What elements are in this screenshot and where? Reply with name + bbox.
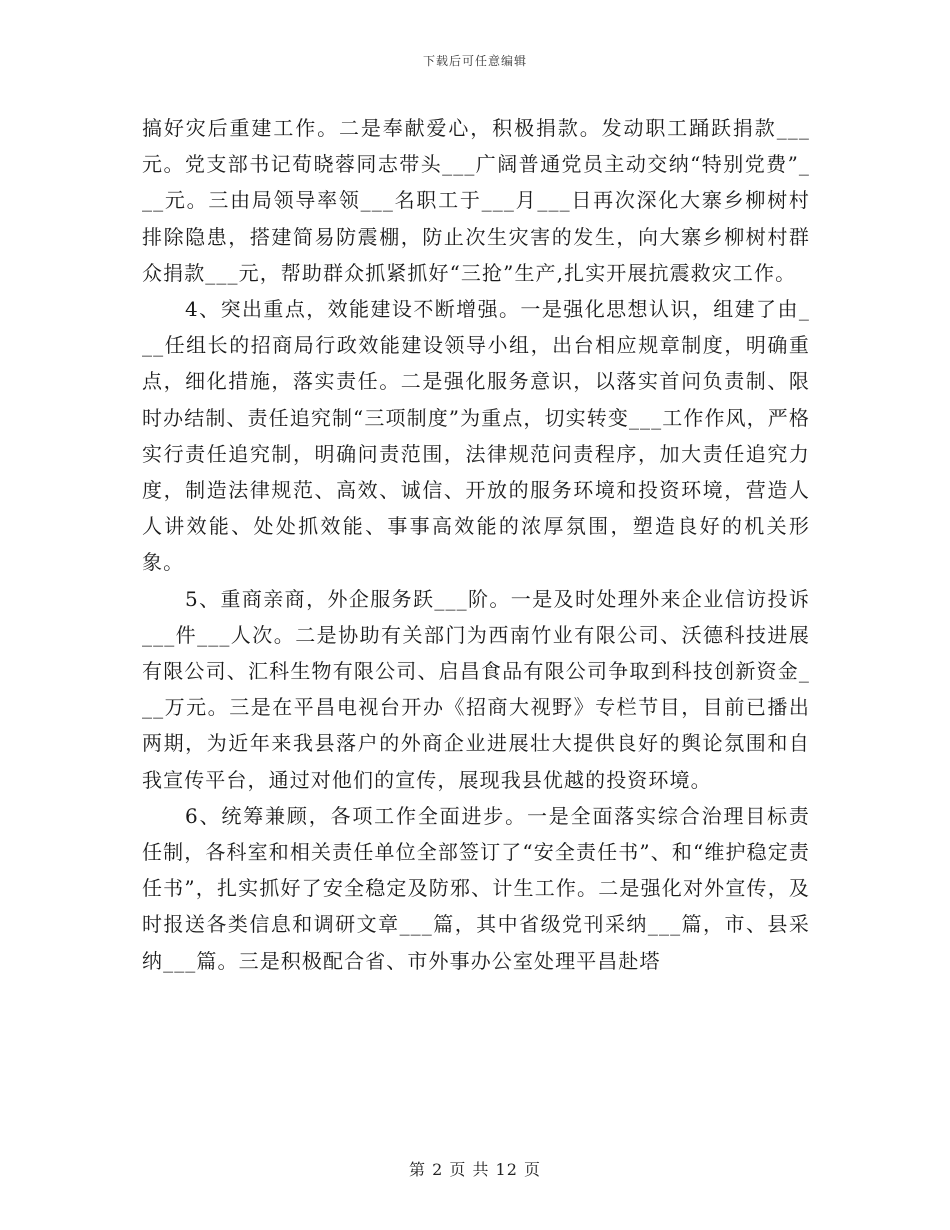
page-header-note: 下载后可任意编辑 xyxy=(422,54,527,68)
page-number: 第 2 页 共 12 页 xyxy=(409,1160,541,1179)
paragraph-efficiency-building: 4、突出重点，效能建设不断增强。一是强化思想认识，组建了由___任组长的招商局行政效能建设领导小组，出台相应规章制度，明确重点，细化措施，落实责任。二是强化服务意识，以落实首问负责制、限时办结制、责任追究制“三项制度”为重点，切实转变___工作作风，严格实行责任追究制，明确问责范围，法律规范问责程序，加大责任追究力度，制造法律规范、高效、诚信、开放的服务环境和投资环境，营造人人讲效能、处处抓效能、事事高效能的浓厚氛围，塑造良好的机关形象。 xyxy=(142,297,810,575)
paragraph-overall-progress: 6、统筹兼顾，各项工作全面进步。一是全面落实综合治理目标责任制，各科室和相关责任单位全部签订了“安全责任书”、和“维护稳定责任书”，扎实抓好了安全稳定及防邪、计生工作。二是强化对外宣传，及时报送各类信息和调研文章___篇，其中省级党刊采纳___篇，市、县采纳___篇。三是积极配合省、市外事办公室处理平昌赴塔 xyxy=(142,803,810,973)
paragraph-continuation: 搞好灾后重建工作。二是奉献爱心，积极捐款。发动职工踊跃捐款___元。党支部书记荀晓蓉同志带头___广阔普通党员主动交纳“特别党费”___元。三由局领导率领___名职工于___月___日再次深化大寨乡柳树村排除隐患，搭建简易防震棚，防止次生灾害的发生，向大寨乡柳树村群众捐款___元，帮助群众抓紧抓好“三抢”生产,扎实开展抗震救灾工作。 xyxy=(142,116,810,285)
document-body xyxy=(142,110,810,979)
paragraph-foreign-enterprise-service: 5、重商亲商，外企服务跃___阶。一是及时处理外来企业信访投诉___件___人次。二是协助有关部门为西南竹业有限公司、沃德科技进展有限公司、汇科生物有限公司、启昌食品有限公司争取到科技创新资金___万元。三是在平昌电视台开办《招商大视野》专栏节目，目前已播出两期，为近年来我县落户的外商企业进展壮大提供良好的舆论氛围和自我宣传平台，通过对他们的宣传，展现我县优越的投资环境。 xyxy=(142,586,810,792)
